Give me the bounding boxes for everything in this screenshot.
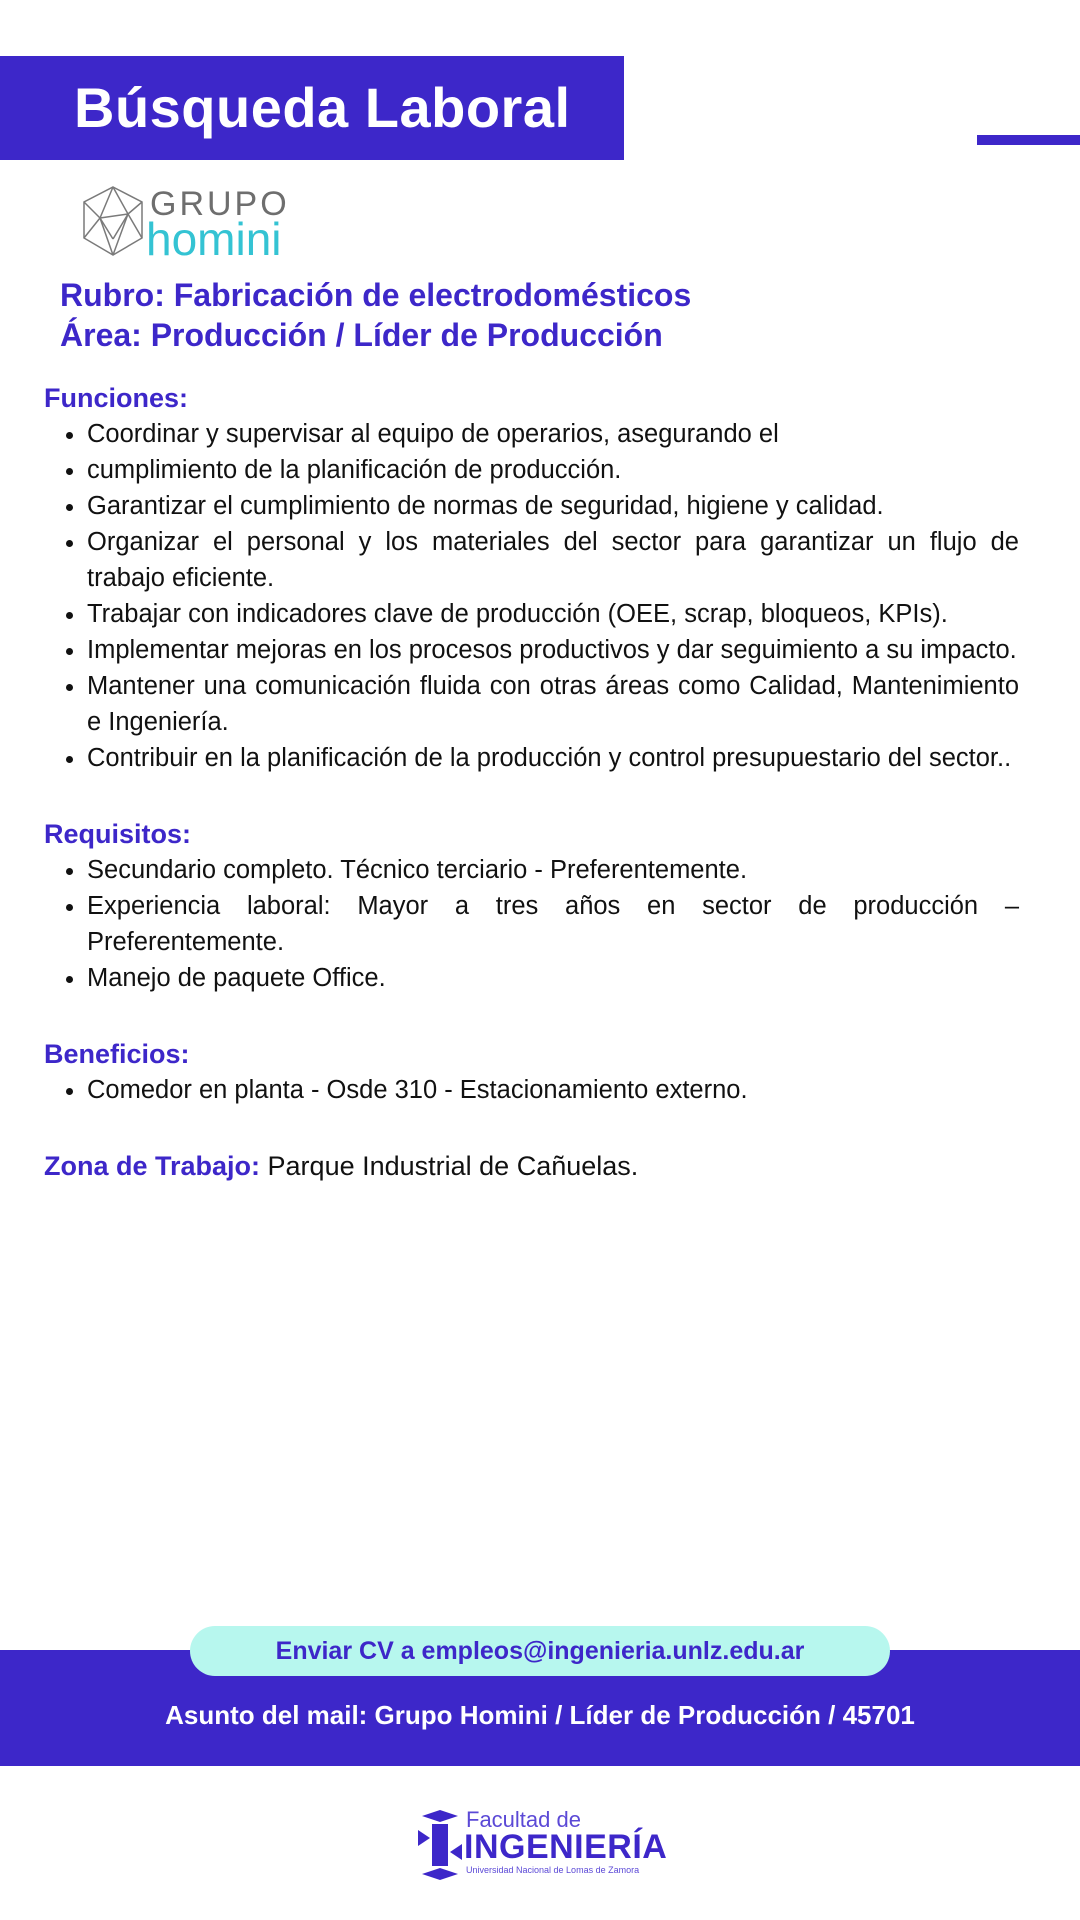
grupo-homini-logo — [80, 184, 300, 265]
polyhedron-icon — [80, 184, 146, 258]
job-details — [44, 380, 1019, 1189]
faculty-line1: Facultad de — [466, 1807, 581, 1832]
list-item: • Implementar mejoras en los procesos productivos y dar seguimiento a su impacto. — [87, 632, 1019, 668]
faculty-logo — [418, 1807, 680, 1880]
logo-grupo-text: GRUPO — [150, 185, 290, 223]
accent-line — [977, 135, 1080, 145]
logo-homini-text: homini — [146, 213, 282, 265]
requisitos-title: Requisitos: — [44, 819, 192, 849]
list-item: • Comedor en planta - Osde 310 - Estacionamiento externo. — [87, 1072, 1019, 1108]
requisitos-list — [44, 852, 1019, 996]
title-banner — [0, 56, 624, 160]
zona-trabajo — [44, 1148, 1019, 1189]
list-item: • Coordinar y supervisar al equipo de operarios, asegurando el — [87, 416, 1019, 452]
faculty-line2: INGENIERÍA — [464, 1828, 668, 1866]
funciones-title: Funciones: — [44, 383, 189, 413]
mail-subject: Asunto del mail: Grupo Homini / Líder de Producción / 45701 — [165, 1700, 915, 1730]
position-heading — [60, 275, 1020, 355]
rubro-line: Rubro: Fabricación de electrodomésticos — [60, 277, 692, 313]
funciones-list — [44, 416, 1019, 776]
zona-value: Parque Industrial de Cañuelas. — [260, 1151, 639, 1181]
list-item: • Trabajar con indicadores clave de producción (OEE, scrap, bloqueos, KPIs). — [87, 596, 1019, 632]
beneficios-list — [44, 1072, 1019, 1108]
list-item: • Contribuir en la planificación de la producción y control presupuestario del sector.. — [87, 740, 1019, 776]
list-item: • Manejo de paquete Office. — [87, 960, 1019, 996]
area-line: Área: Producción / Líder de Producción — [60, 317, 663, 353]
faculty-emblem-icon — [418, 1810, 462, 1880]
faculty-line3: Universidad Nacional de Lomas de Zamora — [466, 1865, 640, 1875]
list-item: • cumplimiento de la planificación de producción. — [87, 452, 1019, 488]
list-item: • Mantener una comunicación fluida con otras áreas como Calidad, Mantenimiento e Ingeniería. — [87, 668, 1019, 740]
list-item: • Organizar el personal y los materiales del sector para garantizar un flujo de trabajo eficiente. — [87, 524, 1019, 596]
zona-label: Zona de Trabajo: — [44, 1151, 261, 1181]
list-item: • Garantizar el cumplimiento de normas de seguridad, higiene y calidad. — [87, 488, 1019, 524]
list-item: • Secundario completo. Técnico terciario - Preferentemente. — [87, 852, 1019, 888]
page-title: Búsqueda Laboral — [74, 76, 571, 139]
list-item: • Experiencia laboral: Mayor a tres años en sector de producción – Preferentemente. — [87, 888, 1019, 960]
beneficios-title: Beneficios: — [44, 1039, 190, 1069]
email-pill: Enviar CV a empleos@ingenieria.unlz.edu.ar — [190, 1626, 890, 1676]
